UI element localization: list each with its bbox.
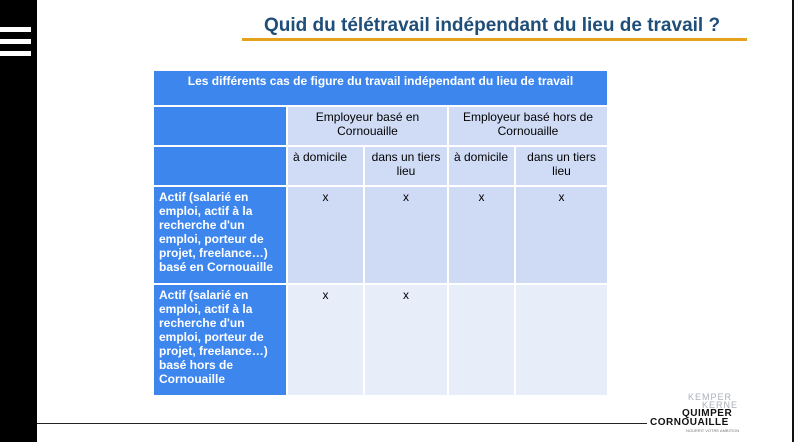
quimper-cornouaille-logo bbox=[646, 392, 746, 436]
left-sidebar bbox=[0, 0, 37, 442]
cases-table bbox=[152, 69, 609, 397]
sub-header: à domicile bbox=[287, 146, 364, 186]
logo-text: QUIMPER bbox=[682, 408, 733, 419]
table-row bbox=[153, 186, 608, 284]
logo-text: CORNOUAILLE bbox=[650, 417, 729, 428]
logo-text: KEMPER bbox=[688, 392, 733, 402]
logo-text: KERNE bbox=[702, 400, 739, 410]
table-cell: x bbox=[287, 284, 364, 396]
table-cell bbox=[448, 284, 515, 396]
hamburger-menu-icon[interactable] bbox=[0, 27, 31, 63]
table-corner-cell bbox=[153, 106, 287, 146]
table-cell: x bbox=[448, 186, 515, 284]
table-caption: Les différents cas de figure du travail indépendant du lieu de travail bbox=[153, 70, 608, 106]
group-header-cornouaille: Employeur basé en Cornouaille bbox=[287, 106, 448, 146]
table-row bbox=[153, 284, 608, 396]
table-cell: x bbox=[515, 186, 608, 284]
title-underline bbox=[242, 38, 747, 41]
group-header-hors-cornouaille: Employeur basé hors de Cornouaille bbox=[448, 106, 608, 146]
table-corner-cell bbox=[153, 146, 287, 186]
sub-header: dans un tiers lieu bbox=[515, 146, 608, 186]
table-cell: x bbox=[364, 186, 448, 284]
table-cell bbox=[515, 284, 608, 396]
sub-header: à domicile bbox=[448, 146, 515, 186]
logo-tagline: NOURRIT VOTRE AMBITION bbox=[686, 428, 740, 433]
footer-divider bbox=[37, 423, 647, 424]
row-header: Actif (salarié en emploi, actif à la recherche d'un emploi, porteur de projet, freelance…) basé hors de Cornouaille bbox=[153, 284, 287, 396]
table-cell: x bbox=[287, 186, 364, 284]
sub-header: dans un tiers lieu bbox=[364, 146, 448, 186]
row-header: Actif (salarié en emploi, actif à la recherche d'un emploi, porteur de projet, freelance…) basé en Cornouaille bbox=[153, 186, 287, 284]
table-cell: x bbox=[364, 284, 448, 396]
slide-title: Quid du télétravail indépendant du lieu de travail ? bbox=[264, 15, 721, 36]
